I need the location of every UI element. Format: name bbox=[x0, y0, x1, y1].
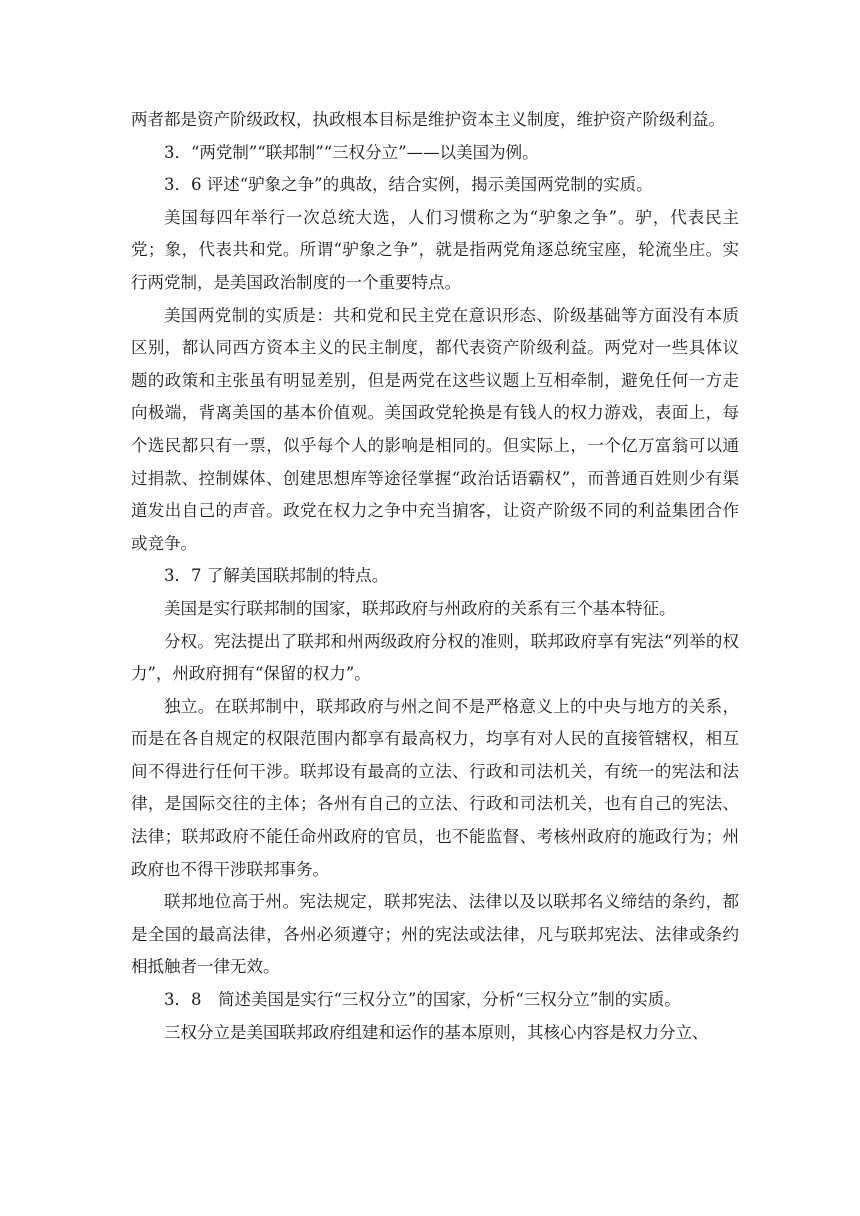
paragraph-separation: 分权。宪法提出了联邦和州两级政府分权的准则，联邦政府享有宪法“列举的权力”，州政府拥有“保留的权力”。 bbox=[131, 631, 739, 684]
section-heading-3: 3．“两党制”“联邦制”“三权分立”——以美国为例。 bbox=[164, 142, 539, 162]
paragraph-1: 两者都是资产阶级政权，执政根本目标是维护资本主义制度，维护资产阶级利益。 bbox=[131, 110, 725, 129]
paragraph-two-party-essence: 美国两党制的实质是：共和党和民主党在意识形态、阶级基础等方面没有本质区别，都认同西方资本主义的民主制度，都代表资产阶级利益。两党对一些具体议题的政策和主张虽有明显差别，但是两党在这些议题上互相牵制，避免任何一方走向极端，背离美国的基本价值观。美国政党轮换是有钱人的权力游戏，表面上，每个选民都只有一票，似乎每个人的影响是相同的。但实际上，一个亿万富翁可以通过捐款、控制媒体、创建思想库等途径掌握“政治话语霸权”，而普通百姓则少有渠道发出自己的声音。政党在权力之争中充当掮客，让资产阶级不同的利益集团合作或竞争。 bbox=[131, 305, 739, 553]
paragraph-donkey-elephant: 美国每四年举行一次总统大选，人们习惯称之为“驴象之争”。驴，代表民主党；象，代表共和党。所谓“驴象之争”，就是指两党角逐总统宝座，轮流坐庄。实行两党制，是美国政治制度的一个重要特点。 bbox=[131, 207, 739, 292]
paragraph-federal-supremacy: 联邦地位高于州。宪法规定，联邦宪法、法律以及以联邦名义缔结的条约，都是全国的最高法律，各州必须遵守；州的宪法或法律，凡与联邦宪法、法律或条约相抵触者一律无效。 bbox=[131, 892, 739, 977]
question-3-8: 3．8 简述美国是实行“三权分立”的国家，分析“三权分立”制的实质。 bbox=[164, 990, 681, 1010]
paragraph-independence: 独立。在联邦制中，联邦政府与州之间不是严格意义上的中央与地方的关系，而是在各自规定的权限范围内都享有最高权力，均享有对人民的直接管辖权，相互间不得进行任何干涉。联邦设有最高的立法、行政和司法机关，有统一的宪法和法律，是国际交往的主体；各州有自己的立法、行政和司法机关，也有自己的宪法、法律；联邦政府不能任命州政府的官员，也不能监督、考核州政府的施政行为；州政府也不得干涉联邦事务。 bbox=[131, 696, 739, 879]
document-body bbox=[131, 104, 739, 1049]
question-3-6: 3．6 评述“驴象之争”的典故，结合实例，揭示美国两党制的实质。 bbox=[164, 175, 653, 195]
question-3-7: 3．7 了解美国联邦制的特点。 bbox=[164, 566, 389, 586]
paragraph-federal-intro: 美国是实行联邦制的国家，联邦政府与州政府的关系有三个基本特征。 bbox=[164, 598, 676, 618]
paragraph-three-powers: 三权分立是美国联邦政府组建和运作的基本原则，其核心内容是权力分立、 bbox=[164, 1022, 709, 1042]
